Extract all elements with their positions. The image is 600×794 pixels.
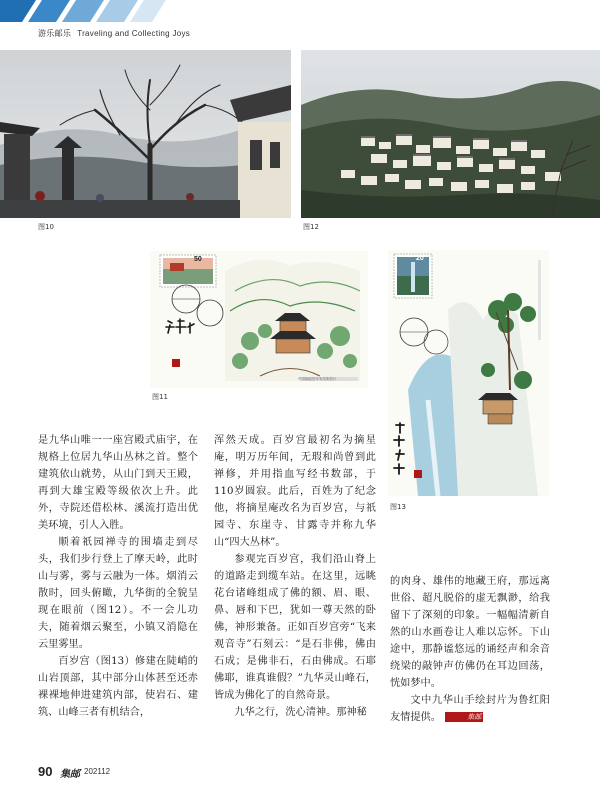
caption-fig10: 图10 (38, 223, 54, 231)
col1-paragraph-1: 是九华山唯一一座宫殿式庙宇，在规格上位居九华山丛林之首。整个建筑依山就势，从山门到天王殿，再到大雄宝殿等级依次上升。此外，寺院还借松林、溪流打造出优美环境，引人入胜。 (38, 435, 198, 531)
col3-credit: 文中九华山手绘封片为鲁红阳友情提供。 (390, 695, 550, 723)
photo-fig10 (0, 50, 291, 218)
header-stripe (0, 0, 600, 22)
card11-stamp-denomination: 50 (194, 256, 202, 263)
col1-paragraph-2: 顺着祇园禅寺的围墙走到尽头，我们步行登上了摩天岭，此时山与雾，雾与云融为一体。烟消云散时，回头俯瞰，九华街的全貌呈现在眼前（图12）。不一会儿功夫，随着烟云聚至，小镇又消隐在云里雾里。 (38, 537, 198, 650)
caption-fig13: 图13 (390, 503, 406, 511)
postcard-fig13 (388, 250, 549, 496)
issue-number: 202112 (84, 767, 111, 776)
photo-fig12 (301, 50, 600, 218)
magazine-logo: 集邮 (60, 769, 80, 780)
author-signature: 集邮 (445, 712, 483, 722)
card11-footer-note: 中国邮政贺年有奖明信片 (298, 377, 337, 381)
col1-paragraph-3: 百岁宫（图13）修建在陡峭的山岩顶部，其中部分山体甚至还赤裸裸地伸进建筑内部，使岩石、建筑、山峰三者有机结合， (38, 656, 198, 718)
col3-paragraph-1: 的肉身、雄伟的地藏王府，那远离世俗、超凡脱俗的虚无飘渺，给我留下了深刻的印象。一幅幅清新自然的山水画卷让人难以忘怀。下山途中，那静谧悠远的诵经声和余音绕梁的敲钟声仿佛仍在耳边回荡，恍如梦中。 (390, 576, 550, 689)
caption-fig11: 图11 (152, 393, 168, 401)
section-title-cn: 游乐邮乐 (38, 29, 72, 38)
section-header (38, 28, 190, 39)
col2-paragraph-1: 浑然天成。百岁宫最初名为摘星庵，明万历年间，无瑕和尚曾到此禅修，并用指血写经书数部，于110岁圆寂。此后，百姓为了纪念他，将摘星庵改名为百岁宫，与祇园寺、东崖寺、甘露寺并称九华山“四大丛林”。 (214, 435, 376, 548)
text-column-3 (390, 573, 550, 726)
col2-paragraph-3: 九华之行，洗心清神。那神秘 (234, 707, 367, 718)
caption-fig12: 图12 (303, 223, 319, 231)
col2-paragraph-2: 参观完百岁宫，我们沿山脊上的道路走到缆车站。在这里，远眺花台诸峰组成了佛的额、眉、眼、鼻、唇和下巴，犹如一尊天然的卧佛，神形兼备。正如百岁宫旁“飞来观音寺”石刻云：“是石非佛，佛由石成；是佛非石，石由佛成。石耶佛耶，谁真谁假？”九华灵山峰石，皆成为佛化了的自然奇景。 (214, 554, 376, 701)
text-column-2 (214, 432, 376, 721)
section-title-en: Traveling and Collecting Joys (77, 29, 191, 38)
postcard-fig11 (150, 251, 368, 388)
page-number: 90 (38, 764, 53, 779)
col3-paragraph-2 (390, 692, 550, 726)
card13-stamp-denomination: 20 (416, 255, 424, 262)
text-column-1 (38, 432, 198, 721)
